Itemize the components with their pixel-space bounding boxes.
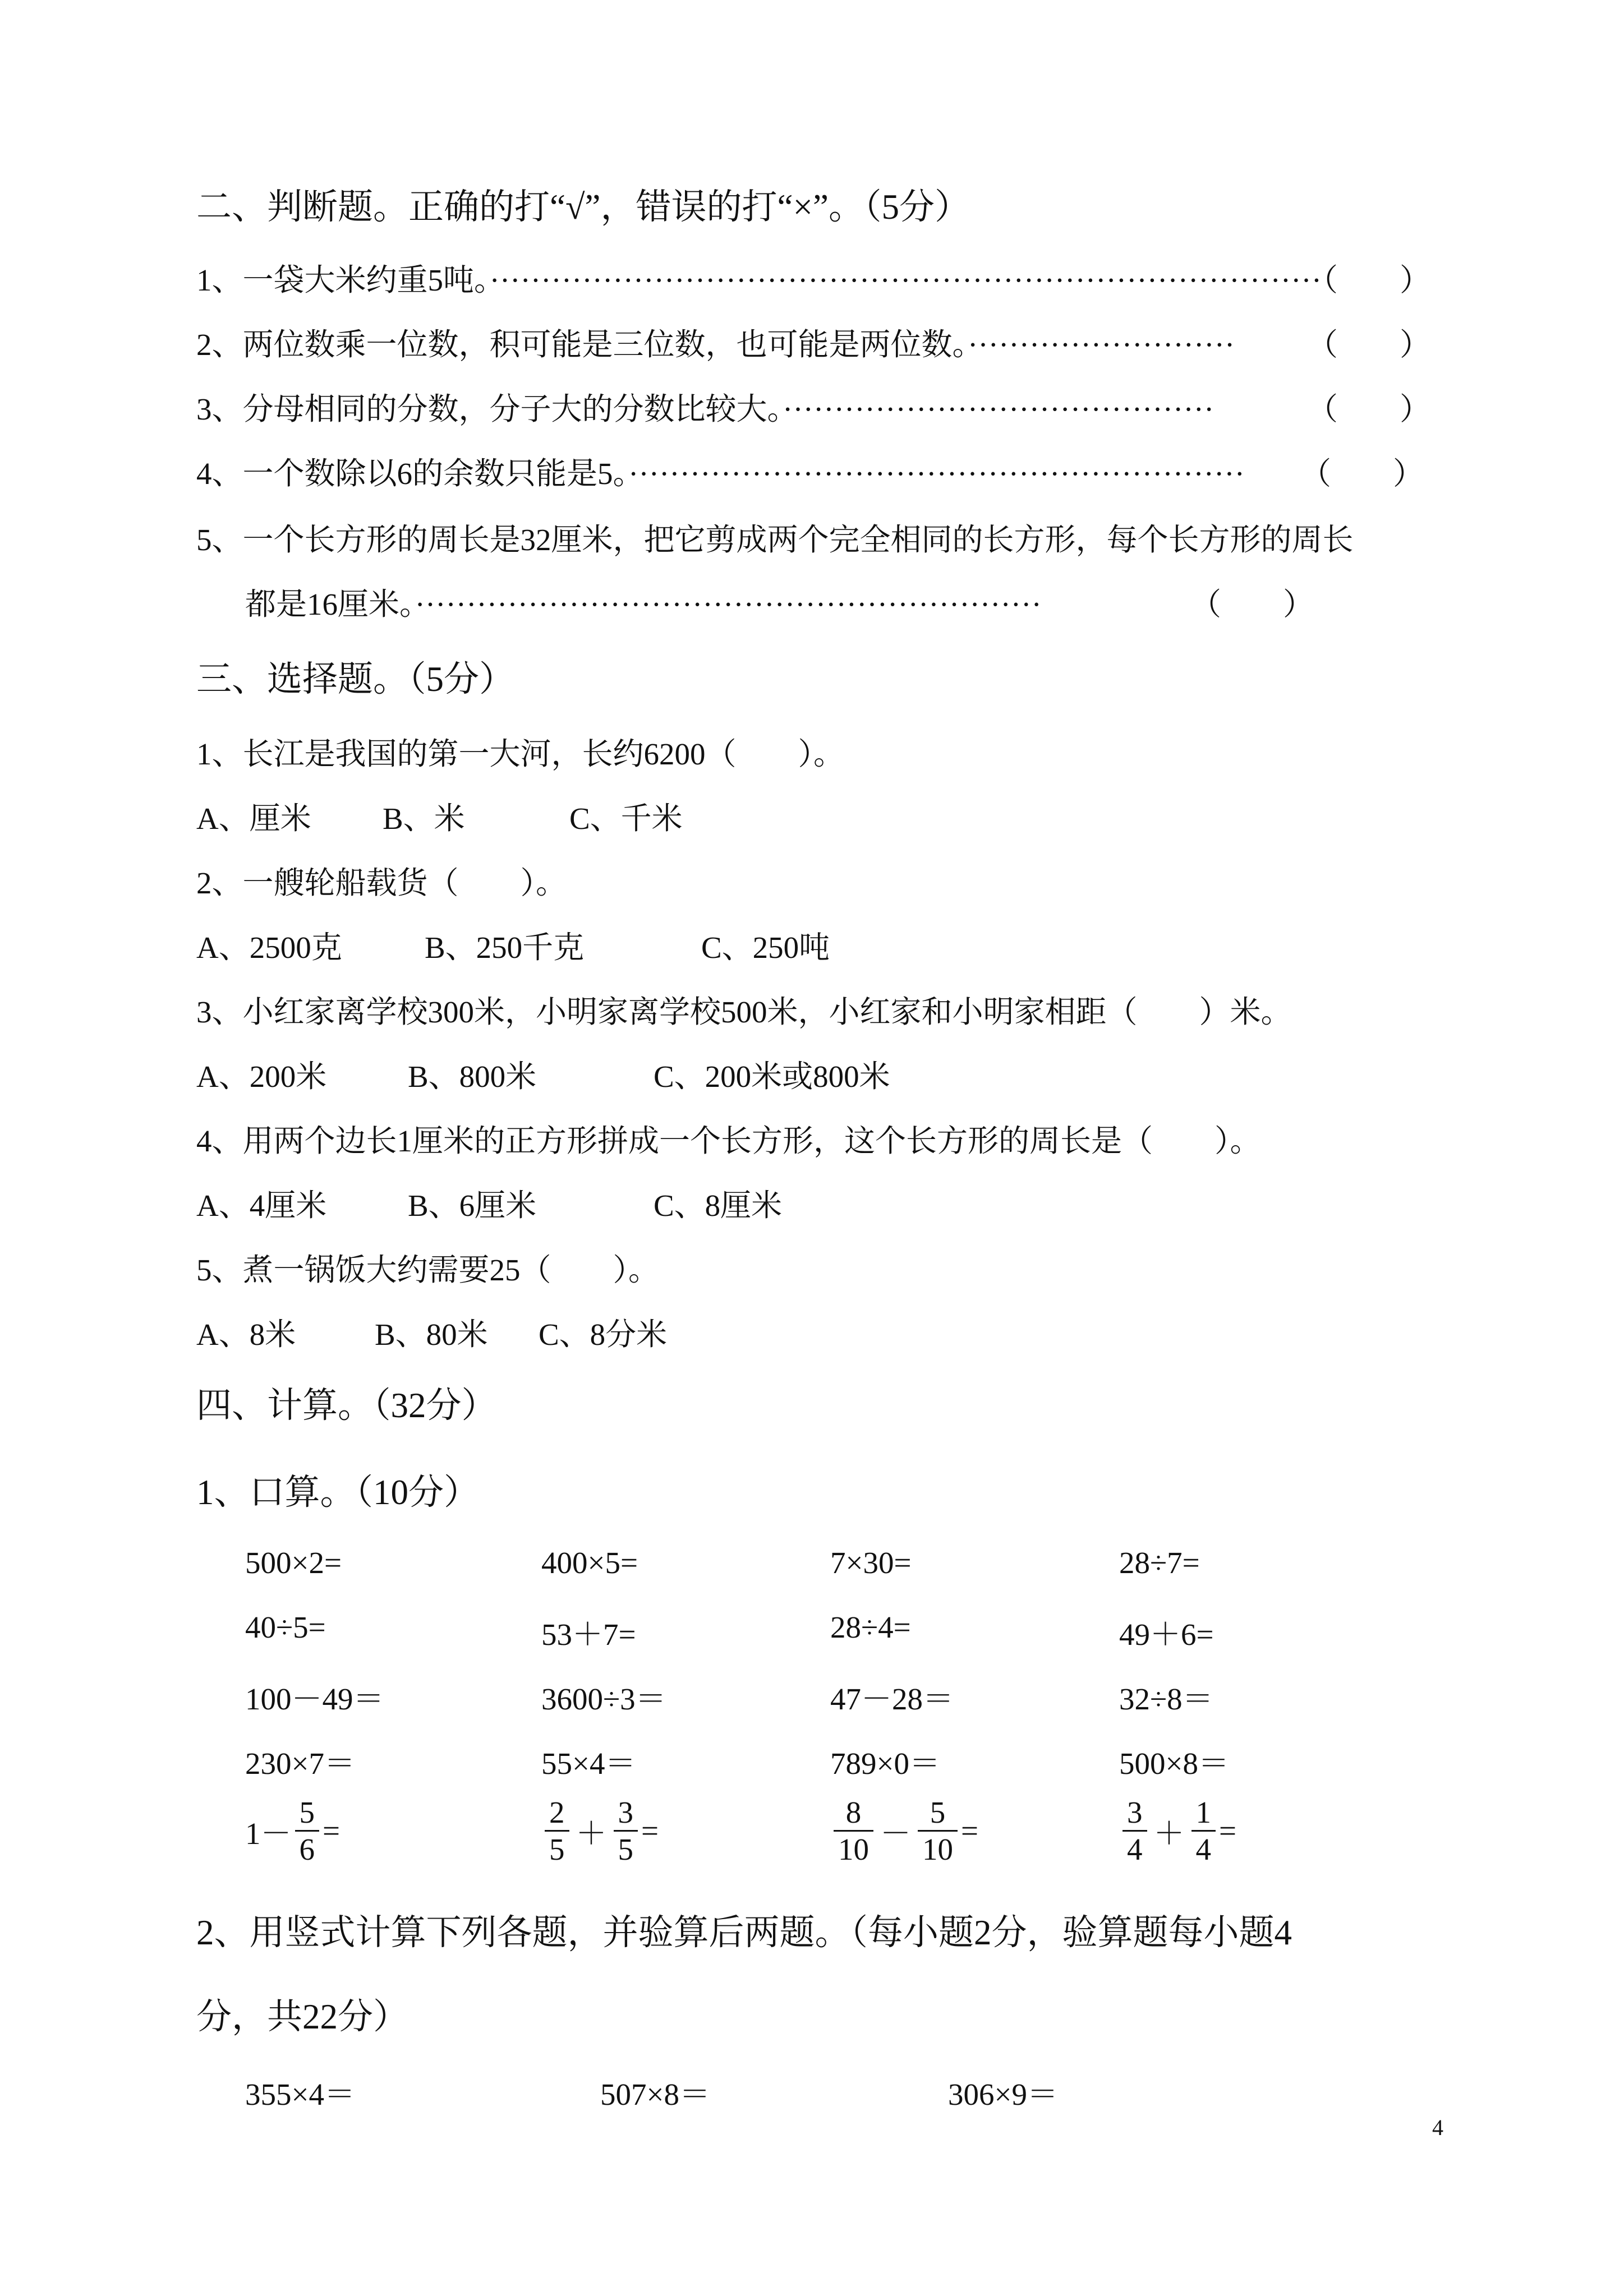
oral-calc-item: 789×0＝ xyxy=(830,1746,941,1781)
judge-item-text: 2、两位数乘一位数，积可能是三位数，也可能是两位数。 xyxy=(196,328,968,362)
choice-q4: 4、用两个边长1厘米的正方形拼成一个长方形，这个长方形的周长是（ ）。 xyxy=(196,1124,1261,1158)
fraction xyxy=(545,1795,569,1868)
denominator: 10 xyxy=(922,1832,954,1867)
fraction-expr xyxy=(1119,1795,1236,1868)
oral-calc-item: 400×5= xyxy=(541,1546,638,1580)
numerator: 8 xyxy=(834,1795,873,1832)
answer-paren[interactable]: （ ） xyxy=(1190,587,1314,621)
judge-item-2 xyxy=(196,320,1235,364)
leader-dots: ·························· xyxy=(968,328,1235,362)
choice-q1: 1、长江是我国的第一大河，长约6200（ ）。 xyxy=(196,737,845,771)
operator: － xyxy=(880,1816,912,1851)
choice-q3-option-c[interactable]: C、200米或800米 xyxy=(654,1059,890,1094)
fraction xyxy=(614,1795,638,1868)
operator: ＋ xyxy=(1153,1816,1185,1851)
leader-dots: ···························································· xyxy=(628,457,1245,491)
choice-q1-option-b[interactable]: B、米 xyxy=(383,801,465,836)
choice-q4-option-b[interactable]: B、6厘米 xyxy=(408,1188,537,1223)
oral-calc-item: 500×8＝ xyxy=(1119,1746,1230,1781)
choice-q5: 5、煮一锅饭大约需要25（ ）。 xyxy=(196,1253,660,1287)
fraction xyxy=(1122,1795,1147,1868)
oral-calc-item: 32÷8＝ xyxy=(1119,1682,1213,1716)
judge-item-text: 都是16厘米。 xyxy=(245,587,415,621)
choice-q5-option-b[interactable]: B、80米 xyxy=(375,1317,488,1352)
choice-q2: 2、一艘轮船载货（ ）。 xyxy=(196,866,567,900)
oral-calc-item: 230×7＝ xyxy=(245,1746,356,1781)
fraction xyxy=(295,1795,320,1868)
judge-item-text: 4、一个数除以6的余数只能是5。 xyxy=(196,457,629,491)
judge-item-text: 3、分母相同的分数，分子大的分数比较大。 xyxy=(196,392,783,426)
equals-sign: = xyxy=(323,1814,341,1848)
oral-calc-item: 28÷7= xyxy=(1119,1546,1200,1580)
oral-calc-item: 3600÷3＝ xyxy=(541,1682,666,1716)
choice-q5-option-c[interactable]: C、8分米 xyxy=(539,1317,668,1352)
answer-paren[interactable]: （ ） xyxy=(1307,263,1431,297)
vertical-calc-title-line1: 2、用竖式计算下列各题，并验算后两题。（每小题2分，验算题每小题4 xyxy=(196,1913,1292,1952)
denominator: 10 xyxy=(838,1832,869,1867)
oral-calc-item: 53＋7= xyxy=(541,1617,636,1652)
denominator: 6 xyxy=(299,1832,315,1867)
judge-item-1 xyxy=(196,255,1322,299)
choice-q3-option-a[interactable]: A、200米 xyxy=(196,1059,327,1094)
judge-title: 二、判断题。正确的打“√”，错误的打“×”。（5分） xyxy=(196,187,970,227)
numerator: 2 xyxy=(545,1795,569,1832)
judge-item-5-line2 xyxy=(245,579,1042,624)
judge-item-3 xyxy=(196,384,1214,428)
vertical-calc-item: 507×8＝ xyxy=(600,2077,711,2111)
answer-paren[interactable]: （ ） xyxy=(1307,328,1431,362)
numerator: 1 xyxy=(1191,1795,1216,1832)
fraction-expr xyxy=(830,1795,978,1868)
fraction xyxy=(1191,1795,1216,1868)
choice-q4-option-c[interactable]: C、8厘米 xyxy=(654,1188,783,1223)
fraction-expr xyxy=(541,1795,659,1868)
denominator: 5 xyxy=(618,1832,634,1867)
fraction-expr xyxy=(245,1795,340,1868)
numerator: 5 xyxy=(918,1795,958,1832)
denominator: 4 xyxy=(1195,1832,1212,1867)
oral-calc-item: 55×4＝ xyxy=(541,1746,636,1781)
choice-q2-option-a[interactable]: A、2500克 xyxy=(196,930,342,965)
judge-item-4 xyxy=(196,449,1245,493)
oral-calc-item: 47－28＝ xyxy=(830,1682,954,1716)
choice-q5-option-a[interactable]: A、8米 xyxy=(196,1317,296,1352)
oral-calc-item: 40÷5= xyxy=(245,1610,326,1644)
fraction xyxy=(834,1795,873,1868)
choice-q3: 3、小红家离学校300米，小明家离学校500米，小红家和小明家相距（ ）米。 xyxy=(196,995,1292,1029)
judge-item-5-line1: 5、一个长方形的周长是32厘米，把它剪成两个完全相同的长方形，每个长方形的周长 xyxy=(196,523,1354,557)
equals-sign: = xyxy=(641,1814,659,1848)
denominator: 5 xyxy=(549,1832,565,1867)
denominator: 4 xyxy=(1127,1832,1143,1867)
numerator: 5 xyxy=(295,1795,320,1832)
oral-calc-item: 100－49＝ xyxy=(245,1682,384,1716)
answer-paren[interactable]: （ ） xyxy=(1307,392,1431,426)
oral-calc-item: 28÷4= xyxy=(830,1610,911,1644)
operator: ＋ xyxy=(576,1816,607,1851)
choice-title: 三、选择题。（5分） xyxy=(196,660,514,699)
oral-calc-title: 1、口算。（10分） xyxy=(196,1473,479,1512)
fraction-prefix: 1－ xyxy=(245,1816,292,1851)
fraction xyxy=(918,1795,958,1868)
choice-q1-option-c[interactable]: C、千米 xyxy=(569,801,683,836)
equals-sign: = xyxy=(961,1814,979,1848)
judge-item-text: 1、一袋大米约重5吨。 xyxy=(196,263,490,297)
leader-dots: ····························································· xyxy=(415,587,1042,621)
oral-calc-item: 49＋6= xyxy=(1119,1617,1214,1652)
choice-q2-option-b[interactable]: B、250千克 xyxy=(425,930,585,965)
oral-calc-item: 500×2= xyxy=(245,1546,342,1580)
numerator: 3 xyxy=(614,1795,638,1832)
choice-q2-option-c[interactable]: C、250吨 xyxy=(701,930,830,965)
page-number: 4 xyxy=(1432,2115,1443,2140)
numerator: 3 xyxy=(1122,1795,1147,1832)
vertical-calc-item: 306×9＝ xyxy=(948,2077,1059,2111)
choice-q3-option-b[interactable]: B、800米 xyxy=(408,1059,537,1094)
calc-title: 四、计算。（32分） xyxy=(196,1386,497,1425)
answer-paren[interactable]: （ ） xyxy=(1300,457,1424,491)
leader-dots: ················································································· xyxy=(489,263,1322,297)
leader-dots: ·········································· xyxy=(783,392,1214,426)
choice-q4-option-a[interactable]: A、4厘米 xyxy=(196,1188,327,1223)
vertical-calc-title-line2: 分，共22分） xyxy=(196,1997,408,2036)
choice-q1-option-a[interactable]: A、厘米 xyxy=(196,801,311,836)
oral-calc-item: 7×30= xyxy=(830,1546,912,1580)
equals-sign: = xyxy=(1219,1814,1237,1848)
vertical-calc-item: 355×4＝ xyxy=(245,2077,356,2111)
